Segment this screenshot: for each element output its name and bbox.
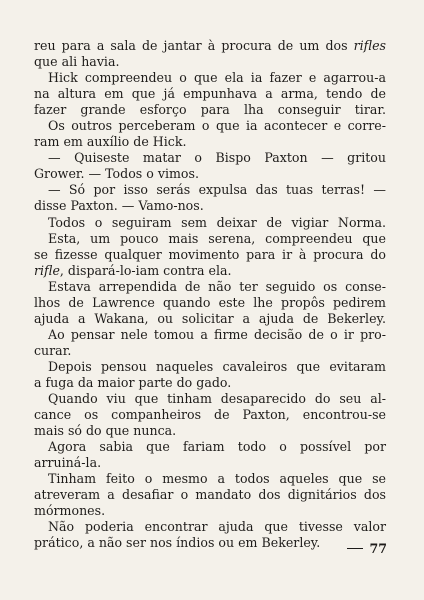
body-text	[34, 38, 386, 552]
text-line: Depois pensou naqueles cavaleiros que evitaram	[48, 358, 386, 374]
text-line: Hick compreendeu o que ela ia fazer e agarrou-a	[48, 70, 386, 86]
text-line: rifle, dispará-lo-iam contra ela.	[34, 262, 232, 278]
text-line: atreveram a desafiar o mandato dos dignitários dos	[34, 487, 386, 503]
page-number-dash	[347, 548, 363, 549]
text-line: mórmones.	[34, 503, 106, 519]
text-line: Não poderia encontrar ajuda que tivesse valor	[48, 519, 386, 535]
text-line: fazer grande esforço para lha conseguir tirar.	[34, 102, 386, 118]
text-line: Todos o seguiram sem deixar de vigiar Norma.	[48, 214, 386, 230]
text-line: disse Paxton. — Vamo-nos.	[34, 198, 204, 214]
italic-word: rifle	[34, 262, 60, 278]
text-line: Estava arrependida de não ter seguido os conse-	[48, 278, 386, 294]
text-line: ajuda a Wakana, ou solicitar a ajuda de Bekerley.	[34, 310, 386, 326]
italic-word: rifles	[353, 38, 386, 53]
text-line: na altura em que já empunhava a arma, tendo de	[34, 86, 386, 102]
text-line: Ao pensar nele tomou a firme decisão de o ir pro-	[48, 326, 386, 342]
page-number	[347, 541, 387, 556]
text-line: mais só do que nunca.	[34, 423, 177, 439]
text-line: cance os companheiros de Paxton, encontrou-se	[34, 407, 386, 423]
text-line: Tinham feito o mesmo a todos aqueles que se	[48, 471, 386, 487]
text-line: Os outros perceberam o que ia acontecer e corre-	[48, 118, 386, 134]
text-line: que ali havia.	[34, 54, 120, 70]
page-number-value: 77	[369, 541, 387, 556]
text-line: Grower. — Todos o vimos.	[34, 166, 199, 182]
text-line: — Só por isso serás expulsa das tuas terras! —	[48, 182, 386, 198]
text-line: curar.	[34, 342, 72, 358]
text-line: Esta, um pouco mais serena, compreendeu que	[48, 230, 386, 246]
text-line: — Quiseste matar o Bispo Paxton — gritou	[48, 150, 386, 166]
text-line: prático, a não ser nos índios ou em Bekerley.	[34, 535, 321, 551]
text-line: reu para a sala de jantar à procura de um dos rifles	[34, 38, 386, 53]
text-line: Agora sabia que fariam todo o possível por	[48, 439, 386, 455]
text-line: arruiná-la.	[34, 455, 102, 471]
text-line: a fuga da maior parte do gado.	[34, 374, 232, 390]
text-line: lhos de Lawrence quando este lhe propôs pedirem	[34, 294, 386, 310]
text-line: Quando viu que tinham desaparecido do seu al-	[48, 391, 386, 407]
text-line: ram em auxílio de Hick.	[34, 134, 187, 150]
text-line: se fizesse qualquer movimento para ir à procura do	[34, 246, 386, 262]
